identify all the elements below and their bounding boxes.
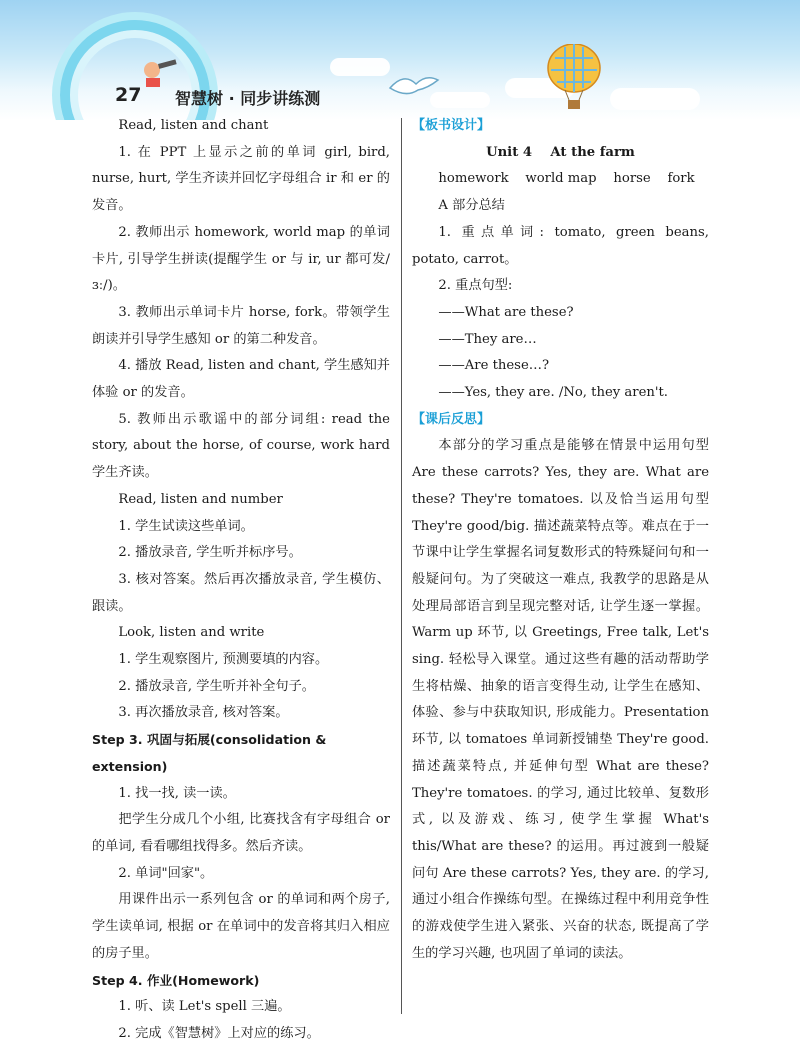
right-column [412, 113, 709, 968]
key-sentences-label: 2. 重点句型: [438, 278, 513, 294]
series-title: 智慧树 · 同步讲练测 [175, 89, 321, 108]
step-3-heading: Step 3. 巩固与拓展(consolidation & extension) [92, 732, 327, 774]
paragraph: 2. 播放录音, 学生听并补全句子。 [118, 678, 315, 694]
header-banner [0, 0, 800, 120]
part-summary: A 部分总结 [438, 198, 505, 214]
cloud-decoration [330, 58, 390, 76]
sentence: ——Yes, they are. /No, they aren't. [438, 385, 668, 401]
paragraph: 2. 播放录音, 学生听并标序号。 [118, 545, 302, 561]
paragraph: 3. 再次播放录音, 核对答案。 [118, 705, 289, 721]
sentence: ——They are… [438, 331, 537, 347]
paragraph: 4. 播放 Read, listen and chant, 学生感知并体验 or 的发音。 [92, 358, 390, 401]
paragraph: 3. 教师出示单词卡片 horse, fork。带领学生朗读并引导学生感知 or 的第二种发音。 [92, 304, 390, 347]
reflection-heading: 【课后反思】 [412, 411, 491, 427]
activity-heading: Read, listen and chant [118, 118, 269, 133]
page-number: 27 [115, 84, 142, 106]
paragraph: 3. 核对答案。然后再次播放录音, 学生模仿、跟读。 [92, 571, 390, 614]
left-column [92, 113, 390, 1048]
paragraph: 2. 教师出示 homework, world map 的单词卡片, 引导学生拼读(提醒学生 or 与 ir, ur 都可发/ɜː/)。 [92, 224, 390, 294]
board-design-heading: 【板书设计】 [412, 118, 491, 133]
paragraph: 1. 在 PPT 上显示之前的单词 girl, bird, nurse, hurt, 学生齐读并回忆字母组合 ir 和 er 的发音。 [92, 144, 390, 214]
paragraph: 用课件出示一系列包含 or 的单词和两个房子, 学生读单词, 根据 or 在单词中的发音将其归入相应的房子里。 [92, 892, 390, 961]
sentence: ——Are these…? [438, 358, 550, 374]
paragraph: 1. 学生观察图片, 预测要填的内容。 [118, 652, 329, 668]
paragraph: 1. 学生试读这些单词。 [118, 518, 254, 534]
hot-air-balloon-icon [545, 44, 603, 110]
reflection-text: 本部分的学习重点是能够在情景中运用句型 Are these carrots? Yes, they are. What are these? They're tomatoes. 以及恰当运用句型 They're good/big. 描述蔬菜特点等。难点在于一节课中让学生掌握名词复数形式的特殊疑问句和一般疑问句。为了突破这一难点, 我教学的思路是从处理局部语言到呈现完整对话, 让学生逐一掌握。Warm up 环节, 以 Greetings, Free talk, Let's sing. 轻松导入课堂。通过这些有趣的活动帮助学生将枯燥、抽象的语言变得生动, 让学生在感知、体验、参与中获取知识, 形成能力。Presentation 环节, 以 tomatoes 单词新授铺垫 They're good. 描述蔬菜特点, 并延伸句型 What are these? They're tomatoes. 的学习, 通过比较单、复数形式, 以及游戏、练习, 使学生掌握 What's this/What are these? 的运用。再过渡到一般疑问句 Are these carrots? Yes, they are. 的学习, 通过小组合作操练句型。在操练过程中利用竞争性的游戏使学生进入紧张、兴奋的状态, 既提高了学生的学习兴趣, 也巩固了单词的读法。 [412, 438, 709, 961]
cloud-decoration [610, 88, 700, 110]
key-words: 1. 重点单词: tomato, green beans, potato, carrot。 [412, 224, 709, 267]
activity-heading: Read, listen and number [118, 491, 283, 507]
paragraph: 1. 听、读 Let's spell 三遍。 [118, 999, 291, 1015]
column-divider [401, 118, 402, 1014]
paragraph: 2. 完成《智慧树》上对应的练习。 [118, 1025, 320, 1041]
activity-heading: Look, listen and write [118, 625, 265, 641]
child-telescope-icon [138, 58, 178, 88]
bird-icon [388, 68, 440, 102]
unit-title: Unit 4 At the farm [486, 144, 635, 160]
sentence: ——What are these? [438, 304, 574, 320]
paragraph: 2. 单词"回家"。 [118, 865, 214, 881]
paragraph: 1. 找一找, 读一读。 [118, 785, 236, 801]
paragraph: 5. 教师出示歌谣中的部分词组: read the story, about the horse, of course, work hard 学生齐读。 [92, 411, 390, 481]
step-4-heading: Step 4. 作业(Homework) [92, 972, 260, 988]
vocab-line: homework world map horse fork [438, 171, 695, 187]
paragraph: 把学生分成几个小组, 比赛找含有字母组合 or 的单词, 看看哪组找得多。然后齐读。 [92, 812, 390, 854]
